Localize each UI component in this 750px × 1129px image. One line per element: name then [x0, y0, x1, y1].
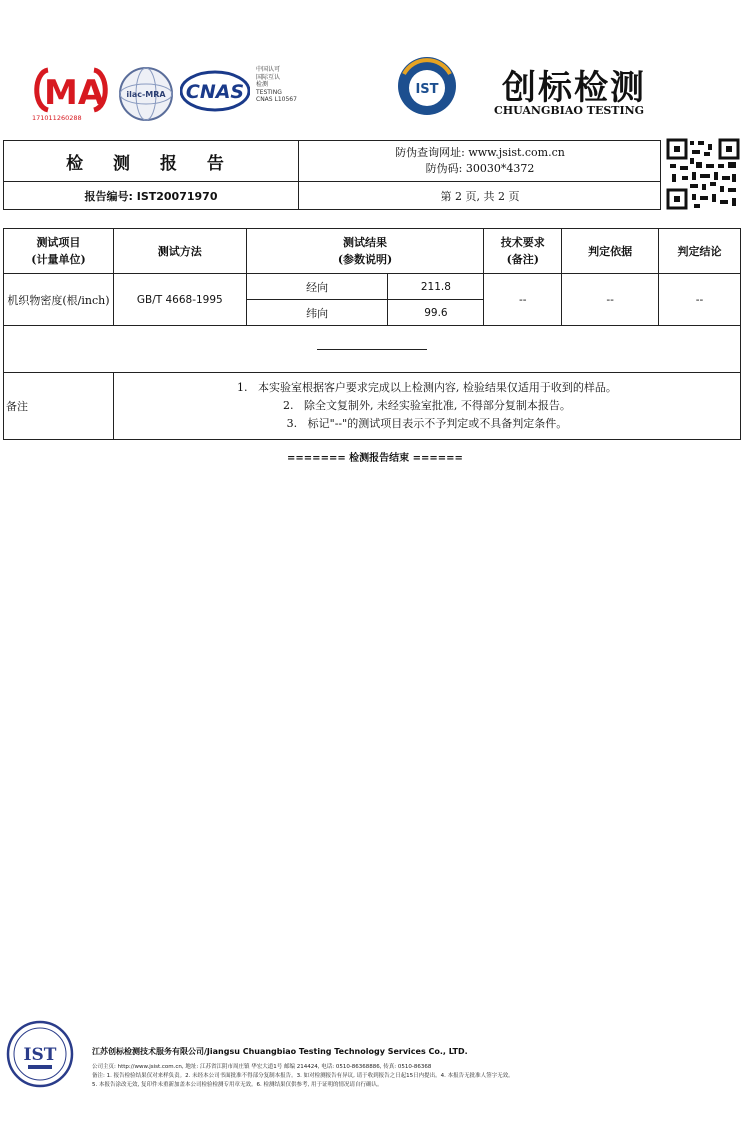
col-header-method: 测试方法 [113, 229, 246, 274]
cnas-line: 国际互认 [256, 73, 281, 81]
col-header-result: 测试结果 (参数说明) [246, 229, 484, 274]
cnas-line: 检测 [256, 81, 269, 88]
cnas-accreditation-text [256, 66, 316, 104]
report-title: 检 测 报 告 [66, 153, 236, 174]
ist-seal-icon [6, 1020, 74, 1088]
table-row [4, 274, 741, 300]
footer-contact-line: 公司主页: http://www.jsist.com.cn, 地址: 江苏省江阴市周庄镇 华宏大道1号 邮编 214424, 电话: 0510-86368886, 传真: 0510-86368 [92, 1064, 432, 1070]
footer-remark-line: 备注: 1. 报告检验结果仅对来样负责。2. 未经本公司书面批准不得部分复制本报告。3. 如对检测报告有异议, 请于收到报告之日起15日内提出。4. 本报告无批准人签字无效。 [92, 1073, 514, 1079]
col-header-conclusion: 判定结论 [659, 229, 741, 274]
tech-requirement-cell: -- [484, 274, 562, 326]
basis-cell: -- [562, 274, 659, 326]
cnas-line: CNAS L10567 [256, 96, 297, 103]
value-cell: 99.6 [388, 300, 484, 326]
ist-seal-label: IST [23, 1045, 57, 1065]
ilac-mra-logo [118, 66, 174, 122]
brand-name-cn: 创标检测 [502, 68, 646, 108]
ist-label: IST [415, 82, 439, 97]
cma-letters: MA [44, 73, 105, 113]
anti-counterfeit-code: 防伪码: 30030*4372 [425, 162, 535, 175]
notes-list [113, 373, 740, 440]
cnas-line: TESTING [256, 88, 282, 96]
anti-counterfeit-info [299, 141, 661, 181]
notes-label: 备注 [4, 373, 114, 440]
value-cell: 211.8 [388, 274, 484, 300]
test-method-cell: GB/T 4668-1995 [113, 274, 246, 326]
table-header-row [4, 229, 741, 274]
ilac-label: ilac-MRA [126, 90, 166, 99]
notes-row [4, 373, 741, 440]
blank-cell [4, 326, 741, 373]
note-item: 1. 本实验室根据客户要求完成以上检测内容, 检验结果仅适用于收到的样品。 [236, 381, 617, 394]
cma-logo [30, 62, 112, 122]
footer-company: 江苏创标检测技术服务有限公司/Jiangsu Chuangbiao Testing Technology Services Co., LTD. [92, 1047, 468, 1056]
report-header-box [3, 140, 661, 210]
cnas-logo [180, 70, 250, 112]
separator-line [317, 349, 427, 350]
test-results-table [3, 228, 741, 440]
test-item-cell: 机织物密度(根/inch) [4, 274, 114, 326]
col-header-requirement: 技术要求 (备注) [484, 229, 562, 274]
report-number: 报告编号: IST20071970 [84, 190, 218, 203]
param-cell: 经向 [246, 274, 388, 300]
qr-code [666, 138, 740, 210]
cnas-label: CNAS [185, 81, 245, 103]
cnas-line: 中国认可 [256, 66, 281, 73]
query-url: 防伪查询网址: www.jsist.com.cn [395, 146, 565, 159]
conclusion-cell: -- [659, 274, 741, 326]
blank-row [4, 326, 741, 373]
report-end-marker: ======= 检测报告结束 ====== [287, 453, 463, 464]
note-item: 3. 标记"--"的测试项目表示不予判定或不具备判定条件。 [286, 417, 568, 430]
page-info: 第 2 页, 共 2 页 [440, 190, 520, 203]
col-header-test-item: 测试项目 (计量单位) [4, 229, 114, 274]
col-header-basis: 判定依据 [562, 229, 659, 274]
param-cell: 纬向 [246, 300, 388, 326]
brand-name-en: CHUANGBIAO TESTING [494, 104, 645, 117]
cma-number: 171011260288 [32, 114, 82, 122]
note-item: 2. 除全文复制外, 未经实验室批准, 不得部分复制本报告。 [282, 399, 571, 412]
footer-remark-line: 5. 本报告涂改无效, 复印件未重新加盖本公司检验检测专用章无效。6. 检测结果仅供参考, 用于证明的情况请自行确认。 [92, 1082, 383, 1088]
ist-logo [394, 54, 460, 118]
